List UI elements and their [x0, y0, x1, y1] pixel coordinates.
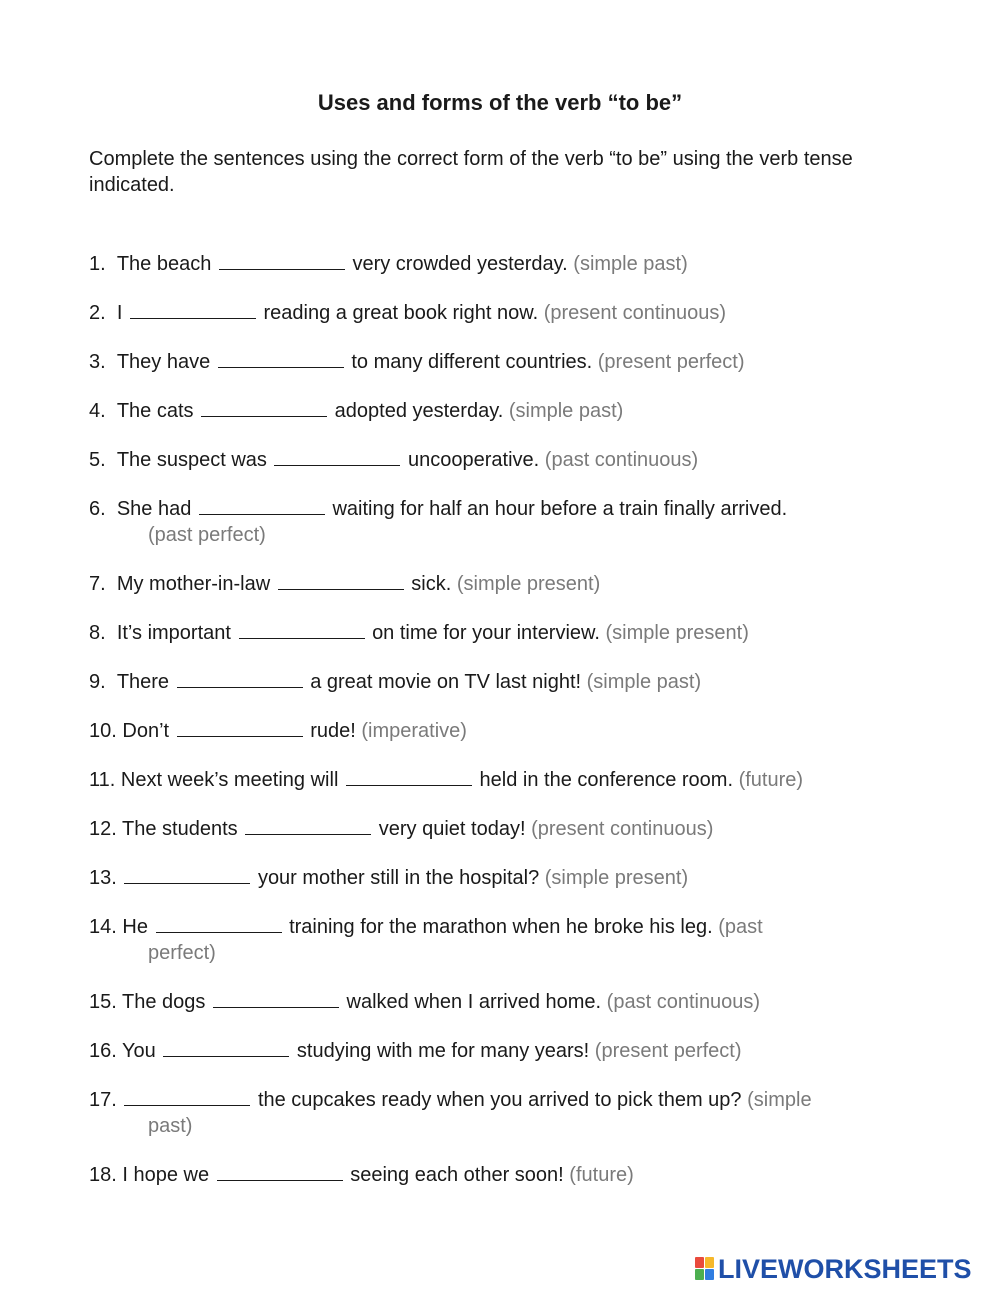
exercise-list [89, 251, 919, 1211]
exercise-number: 15. [89, 991, 117, 1013]
sentence-start: The dogs [122, 991, 206, 1013]
sentence-start: It’s important [116, 622, 231, 644]
exercise-number: 8. [89, 622, 106, 644]
answer-blank[interactable] [199, 496, 325, 515]
exercise-number: 1. [89, 253, 106, 275]
exercise-item [89, 1162, 919, 1188]
exercise-item [89, 865, 919, 891]
sentence-end: on time for your interview. [372, 622, 600, 644]
sentence-end: rude! [310, 720, 356, 742]
answer-blank[interactable] [124, 1087, 250, 1106]
answer-blank[interactable] [130, 300, 256, 319]
sentence-start: The beach [116, 253, 212, 275]
tense-hint: (simple present) [605, 622, 749, 644]
sentence-end: uncooperative. [408, 449, 540, 471]
exercise-item [89, 1038, 919, 1064]
tense-hint: (imperative) [361, 720, 467, 742]
exercise-item [89, 447, 919, 473]
tense-hint: (present continuous) [531, 818, 714, 840]
sentence-end: training for the marathon when he broke his leg. [289, 916, 713, 938]
exercise-item [89, 620, 919, 646]
exercise-number: 5. [89, 449, 106, 471]
exercise-item [89, 496, 919, 548]
exercise-item [89, 1087, 919, 1139]
tense-hint: (simple [747, 1089, 812, 1111]
sentence-start: She had [116, 498, 192, 520]
sentence-end: adopted yesterday. [334, 400, 504, 422]
sentence-end: reading a great book right now. [263, 302, 539, 324]
sentence-end: walked when I arrived home. [346, 991, 602, 1013]
exercise-item [89, 300, 919, 326]
tense-hint: (future) [738, 769, 804, 791]
tense-hint: (simple present) [456, 573, 601, 595]
exercise-item [89, 914, 919, 966]
sentence-start: My mother-in-law [116, 573, 271, 595]
exercise-item [89, 767, 919, 793]
tense-hint: (simple past) [508, 400, 624, 422]
tense-hint: (simple past) [586, 671, 702, 693]
exercise-item [89, 718, 919, 744]
sentence-end: the cupcakes ready when you arrived to pick them up? [257, 1089, 742, 1111]
worksheet-title: Uses and forms of the verb “to be” [317, 90, 683, 115]
sentence-end: a great movie on TV last night! [310, 671, 582, 693]
tense-hint: (past [718, 916, 763, 938]
exercise-item [89, 251, 919, 277]
tense-hint: (simple present) [544, 867, 689, 889]
sentence-start: The students [122, 818, 238, 840]
exercise-item [89, 816, 919, 842]
answer-blank[interactable] [177, 718, 303, 737]
sentence-end: to many different countries. [351, 351, 593, 373]
sentence-start: The cats [116, 400, 194, 422]
exercise-number: 17. [89, 1089, 117, 1111]
logo-block-2 [705, 1257, 714, 1268]
exercise-number: 18. [89, 1164, 117, 1186]
sentence-start: Don’t [122, 720, 170, 742]
logo-block-1 [695, 1257, 704, 1268]
answer-blank[interactable] [163, 1038, 289, 1057]
liveworksheets-logo-icon [695, 1257, 715, 1281]
sentence-start: I [116, 302, 123, 324]
sentence-end: held in the conference room. [479, 769, 734, 791]
liveworksheets-logo [695, 1256, 972, 1282]
exercise-item [89, 571, 919, 597]
answer-blank[interactable] [218, 349, 344, 368]
answer-blank[interactable] [219, 251, 345, 270]
exercise-number: 9. [89, 671, 106, 693]
answer-blank[interactable] [124, 865, 250, 884]
answer-blank[interactable] [217, 1162, 343, 1181]
exercise-number: 6. [89, 498, 106, 520]
tense-hint: (past continuous) [544, 449, 699, 471]
tense-hint-continued: perfect) [148, 942, 216, 964]
exercise-number: 4. [89, 400, 106, 422]
answer-blank[interactable] [177, 669, 303, 688]
answer-blank[interactable] [156, 914, 282, 933]
liveworksheets-logo-text: LIVEWORKSHEETS [718, 1254, 972, 1284]
answer-blank[interactable] [213, 989, 339, 1008]
logo-block-3 [695, 1269, 704, 1280]
answer-blank[interactable] [346, 767, 472, 786]
sentence-start: They have [116, 351, 211, 373]
tense-hint: (past perfect) [148, 524, 266, 546]
sentence-start: There [116, 671, 170, 693]
sentence-end: your mother still in the hospital? [257, 867, 540, 889]
logo-block-4 [705, 1269, 714, 1280]
answer-blank[interactable] [274, 447, 400, 466]
exercise-number: 14. [89, 916, 117, 938]
sentence-start: He [122, 916, 148, 938]
exercise-number: 11. [89, 769, 116, 791]
tense-hint-continued: past) [148, 1115, 193, 1137]
exercise-item [89, 989, 919, 1015]
sentence-start: I hope we [122, 1164, 210, 1186]
exercise-number: 2. [89, 302, 106, 324]
tense-hint: (present perfect) [594, 1040, 742, 1062]
sentence-end: studying with me for many years! [296, 1040, 590, 1062]
sentence-end: very crowded yesterday. [352, 253, 568, 275]
answer-blank[interactable] [201, 398, 327, 417]
answer-blank[interactable] [239, 620, 365, 639]
exercise-number: 16. [89, 1040, 117, 1062]
exercise-number: 10. [89, 720, 117, 742]
sentence-start: You [122, 1040, 156, 1062]
tense-hint: (future) [569, 1164, 634, 1186]
sentence-start: The suspect was [116, 449, 267, 471]
exercise-number: 3. [89, 351, 106, 373]
sentence-start: Next week’s meeting will [120, 769, 339, 791]
tense-hint: (past continuous) [606, 991, 761, 1013]
exercise-item [89, 669, 919, 695]
exercise-item [89, 398, 919, 424]
exercise-item [89, 349, 919, 375]
sentence-end: waiting for half an hour before a train finally arrived. [332, 498, 788, 520]
sentence-end: sick. [411, 573, 452, 595]
sentence-end: seeing each other soon! [350, 1164, 564, 1186]
answer-blank[interactable] [245, 816, 371, 835]
tense-hint: (present perfect) [597, 351, 745, 373]
sentence-end: very quiet today! [378, 818, 526, 840]
exercise-number: 13. [89, 867, 117, 889]
exercise-number: 7. [89, 573, 106, 595]
answer-blank[interactable] [278, 571, 404, 590]
tense-hint: (present continuous) [543, 302, 727, 324]
worksheet-instructions: Complete the sentences using the correct form of the verb “to be” using the verb tense indicated. [89, 148, 853, 196]
exercise-number: 12. [89, 818, 117, 840]
tense-hint: (simple past) [573, 253, 688, 275]
